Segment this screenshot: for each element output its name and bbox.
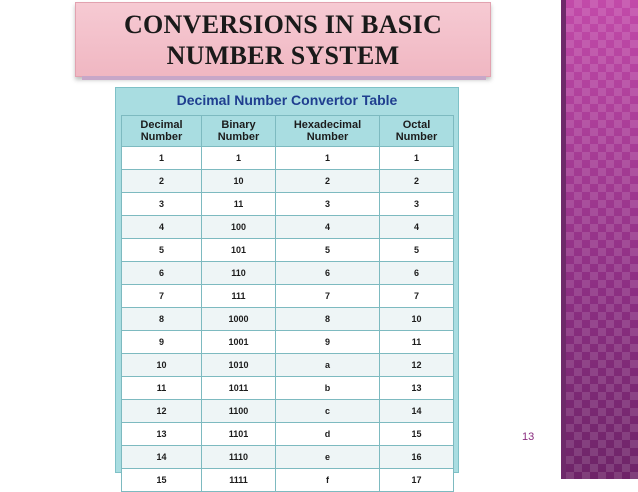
octal-cell: 6 (380, 262, 454, 285)
decimal-cell: 4 (122, 216, 202, 239)
hexadecimal-cell: 6 (276, 262, 380, 285)
header-text: Number (140, 131, 183, 143)
table-row (122, 446, 454, 469)
table-title: Decimal Number Convertor Table (176, 92, 398, 108)
binary-cell: 1010 (202, 354, 276, 377)
octal-cell: 17 (380, 469, 454, 492)
hexadecimal-cell: 2 (276, 170, 380, 193)
binary-cell: 110 (202, 262, 276, 285)
binary-cell: 10 (202, 170, 276, 193)
binary-cell: 1100 (202, 400, 276, 423)
header-hexadecimal (276, 116, 380, 147)
decimal-cell: 1 (122, 147, 202, 170)
octal-cell: 12 (380, 354, 454, 377)
octal-cell: 3 (380, 193, 454, 216)
decimal-cell: 12 (122, 400, 202, 423)
table-row (122, 377, 454, 400)
hexadecimal-cell: f (276, 469, 380, 492)
binary-cell: 1001 (202, 331, 276, 354)
table-header-row (122, 116, 454, 147)
decimal-cell: 7 (122, 285, 202, 308)
table-row (122, 239, 454, 262)
hexadecimal-cell: 7 (276, 285, 380, 308)
header-binary (202, 116, 276, 147)
table-row (122, 262, 454, 285)
binary-cell: 11 (202, 193, 276, 216)
table-row (122, 285, 454, 308)
decimal-cell: 14 (122, 446, 202, 469)
decimal-cell: 11 (122, 377, 202, 400)
binary-cell: 1101 (202, 423, 276, 446)
binary-cell: 101 (202, 239, 276, 262)
octal-cell: 10 (380, 308, 454, 331)
decimal-cell: 5 (122, 239, 202, 262)
octal-cell: 15 (380, 423, 454, 446)
slide-title-box (75, 2, 491, 77)
octal-cell: 2 (380, 170, 454, 193)
hexadecimal-cell: 5 (276, 239, 380, 262)
conversion-table-panel (115, 87, 459, 485)
table-row (122, 354, 454, 377)
header-text: Number (217, 131, 260, 143)
hexadecimal-cell: 3 (276, 193, 380, 216)
octal-cell: 5 (380, 239, 454, 262)
header-decimal (122, 116, 202, 147)
hexadecimal-cell: 8 (276, 308, 380, 331)
decimal-cell: 10 (122, 354, 202, 377)
hexadecimal-cell: 4 (276, 216, 380, 239)
binary-cell: 1111 (202, 469, 276, 492)
octal-cell: 1 (380, 147, 454, 170)
decorative-side-panel (566, 0, 638, 479)
decimal-cell: 13 (122, 423, 202, 446)
binary-cell: 1000 (202, 308, 276, 331)
page-number: 13 (522, 431, 535, 443)
slide-title-line-1: CONVERSIONS IN BASIC (123, 9, 443, 39)
hexadecimal-cell: 9 (276, 331, 380, 354)
binary-cell: 1 (202, 147, 276, 170)
decimal-cell: 15 (122, 469, 202, 492)
table-body (122, 147, 454, 492)
binary-cell: 111 (202, 285, 276, 308)
binary-cell: 1011 (202, 377, 276, 400)
hexadecimal-cell: c (276, 400, 380, 423)
table-row (122, 308, 454, 331)
header-text: Decimal (140, 119, 183, 131)
table-row (122, 170, 454, 193)
decimal-cell: 9 (122, 331, 202, 354)
header-text: Number (395, 131, 438, 143)
octal-cell: 11 (380, 331, 454, 354)
binary-cell: 100 (202, 216, 276, 239)
hexadecimal-cell: e (276, 446, 380, 469)
octal-cell: 4 (380, 216, 454, 239)
slide-title-line-2: NUMBER SYSTEM (166, 40, 400, 70)
decimal-cell: 3 (122, 193, 202, 216)
binary-cell: 1110 (202, 446, 276, 469)
decimal-cell: 2 (122, 170, 202, 193)
table-row (122, 193, 454, 216)
hexadecimal-cell: 1 (276, 147, 380, 170)
table-row (122, 331, 454, 354)
header-text: Binary (221, 119, 256, 131)
decimal-cell: 6 (122, 262, 202, 285)
hexadecimal-cell: b (276, 377, 380, 400)
octal-cell: 14 (380, 400, 454, 423)
header-text: Hexadecimal (293, 119, 362, 131)
octal-cell: 13 (380, 377, 454, 400)
header-text: Number (306, 131, 349, 143)
table-row (122, 469, 454, 492)
table-row (122, 147, 454, 170)
table-row (122, 216, 454, 239)
decimal-cell: 8 (122, 308, 202, 331)
octal-cell: 7 (380, 285, 454, 308)
title-underline (82, 76, 486, 80)
table-row (122, 400, 454, 423)
hexadecimal-cell: d (276, 423, 380, 446)
header-octal (380, 116, 454, 147)
conversion-table (121, 115, 454, 492)
header-text: Octal (402, 119, 431, 131)
octal-cell: 16 (380, 446, 454, 469)
hexadecimal-cell: a (276, 354, 380, 377)
table-row (122, 423, 454, 446)
